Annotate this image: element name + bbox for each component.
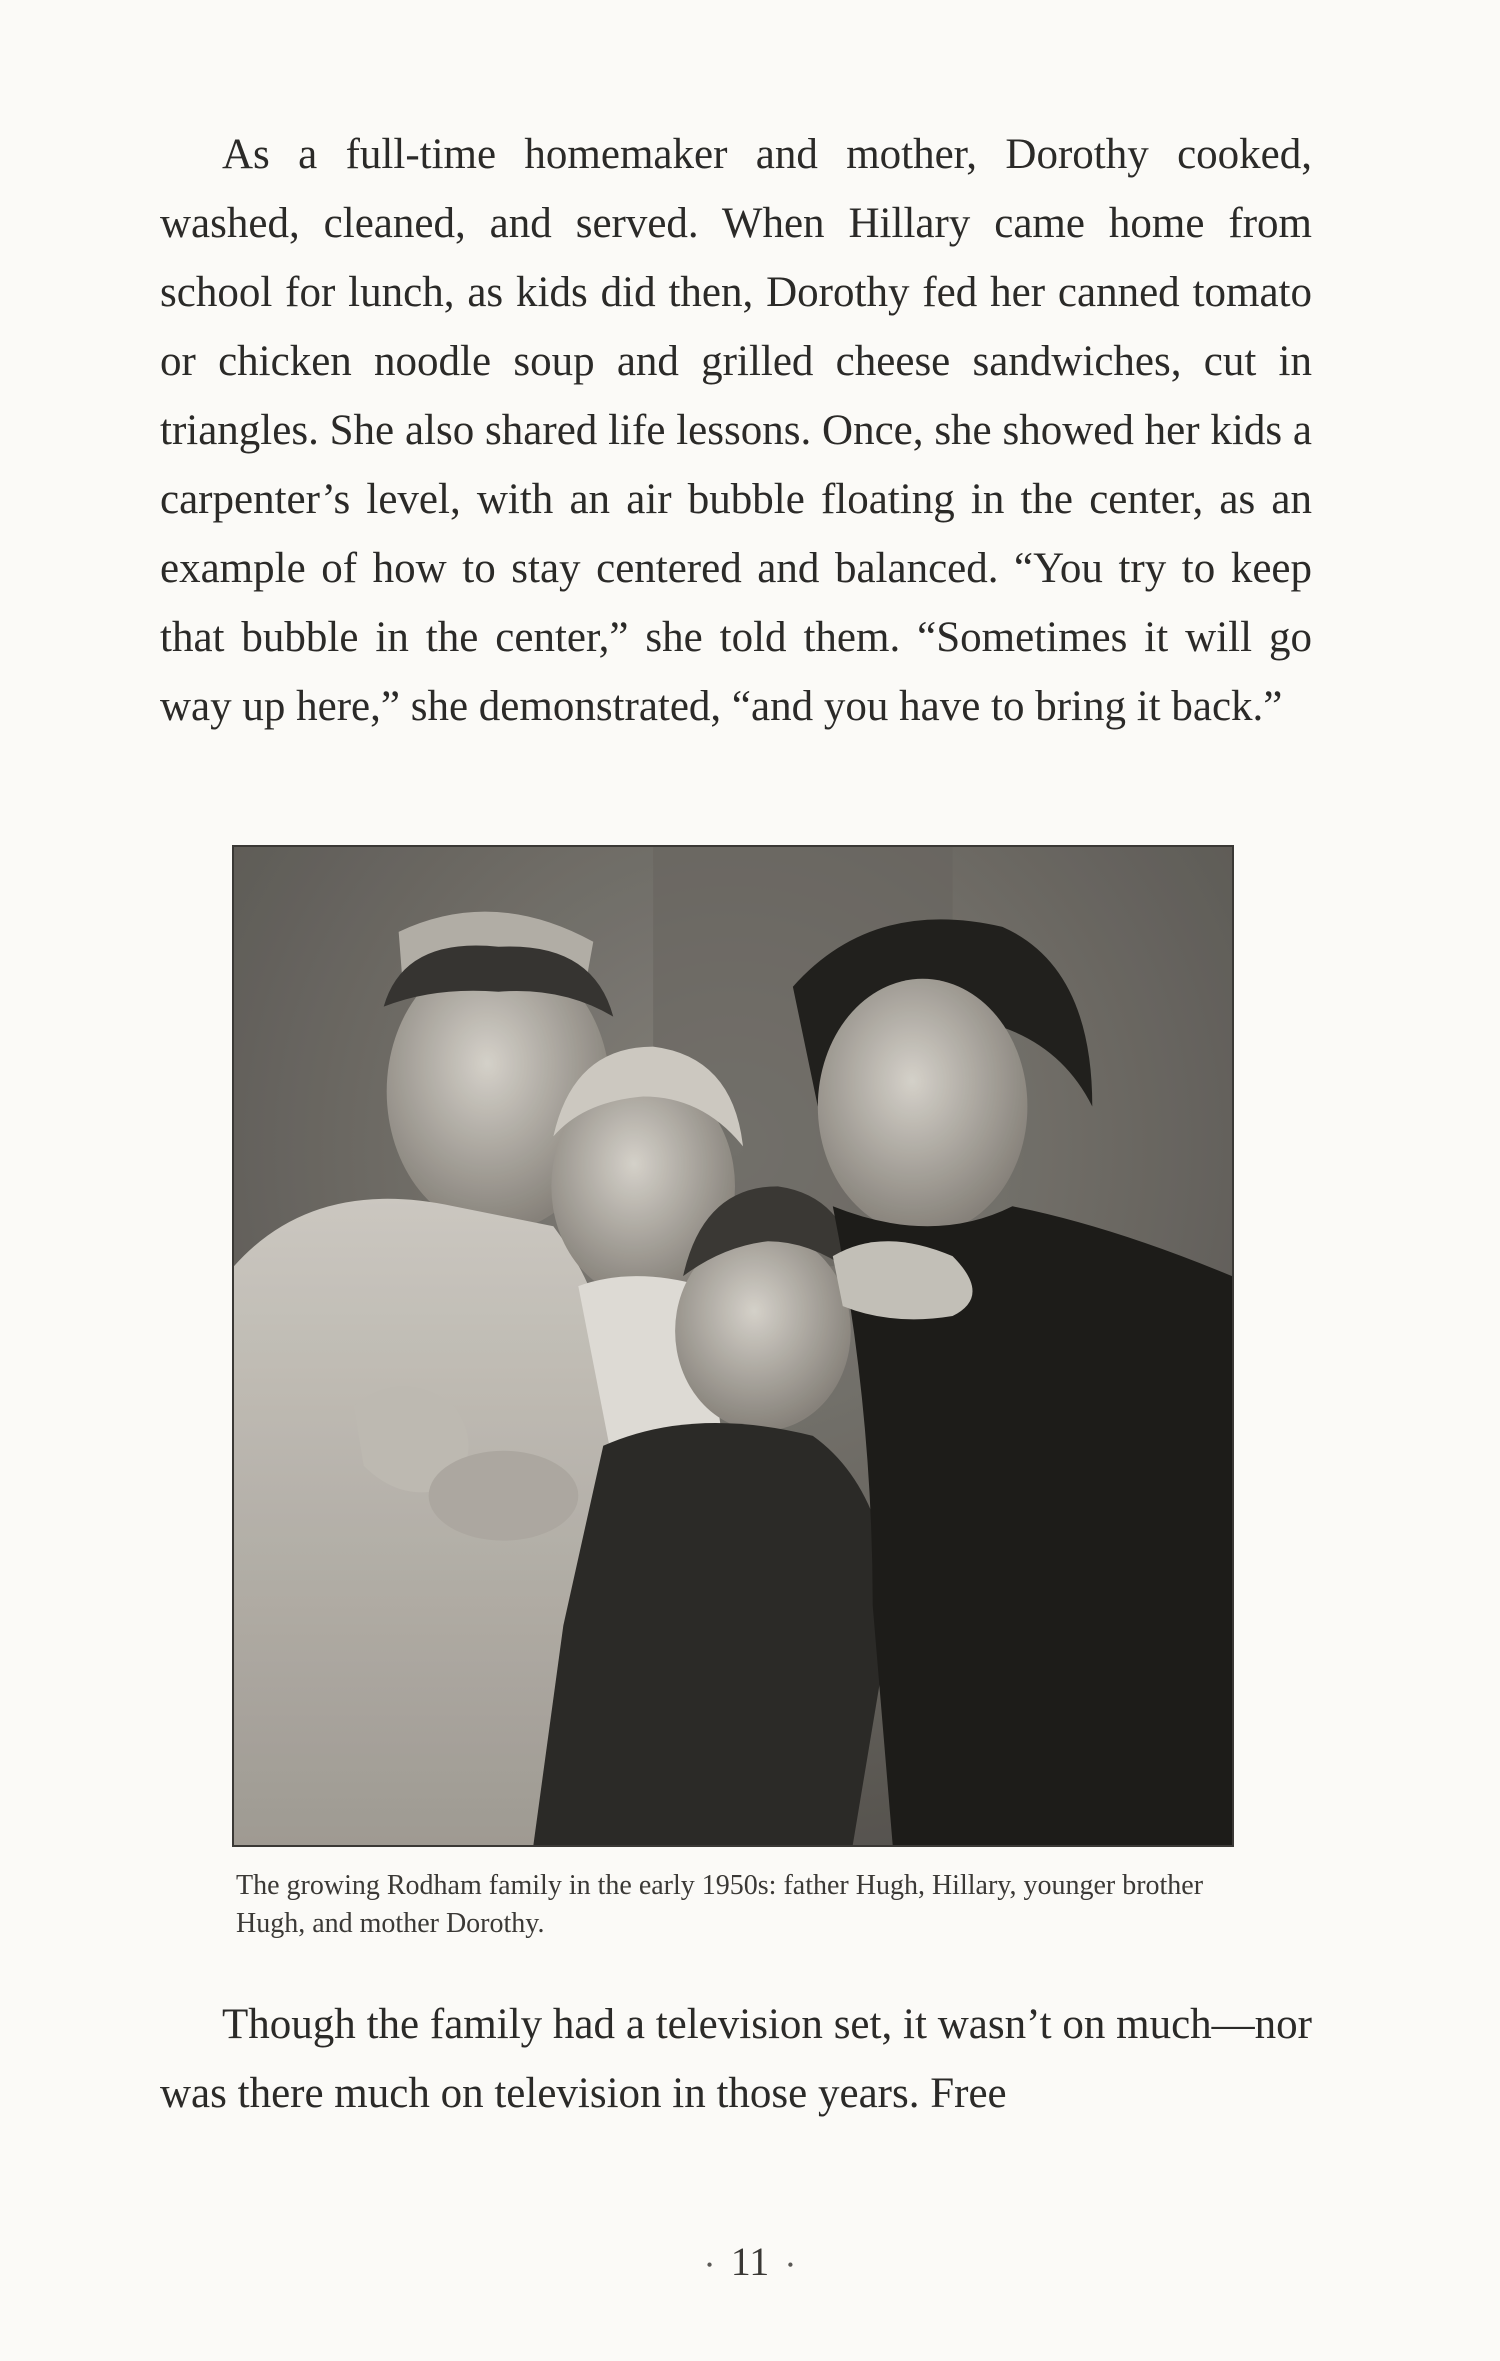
page-number: 11 (730, 2239, 770, 2284)
body-paragraph-2: Though the family had a television set, it wasn’t on much—nor was there much on television in those years. Free (160, 2001, 1312, 2117)
photo-caption: The growing Rodham family in the early 1950s: father Hugh, Hillary, younger brother Hugh, and mother Dorothy. (236, 1870, 1204, 1939)
family-photograph (232, 845, 1234, 1847)
folio-ornament-right: • (787, 2255, 794, 2276)
family-photo-image (234, 847, 1232, 1845)
folio-ornament-left: • (706, 2255, 713, 2276)
page-number-footer (0, 2238, 1500, 2285)
body-paragraph-1: As a full-time homemaker and mother, Dorothy cooked, washed, cleaned, and served. When Hillary came home from school for lunch, as kids did then, Dorothy fed her canned tomato or chicken noodle soup and grilled cheese sandwiches, cut in triangles. She also shared life lessons. Once, she showed her kids a carpenter’s level, with an air bubble floating in the center, as an example of how to stay centered and balanced. “You try to keep that bubble in the center,” she told them. “Sometimes it will go way up here,” she demonstrated, “and you have to bring it back.” (160, 131, 1312, 730)
